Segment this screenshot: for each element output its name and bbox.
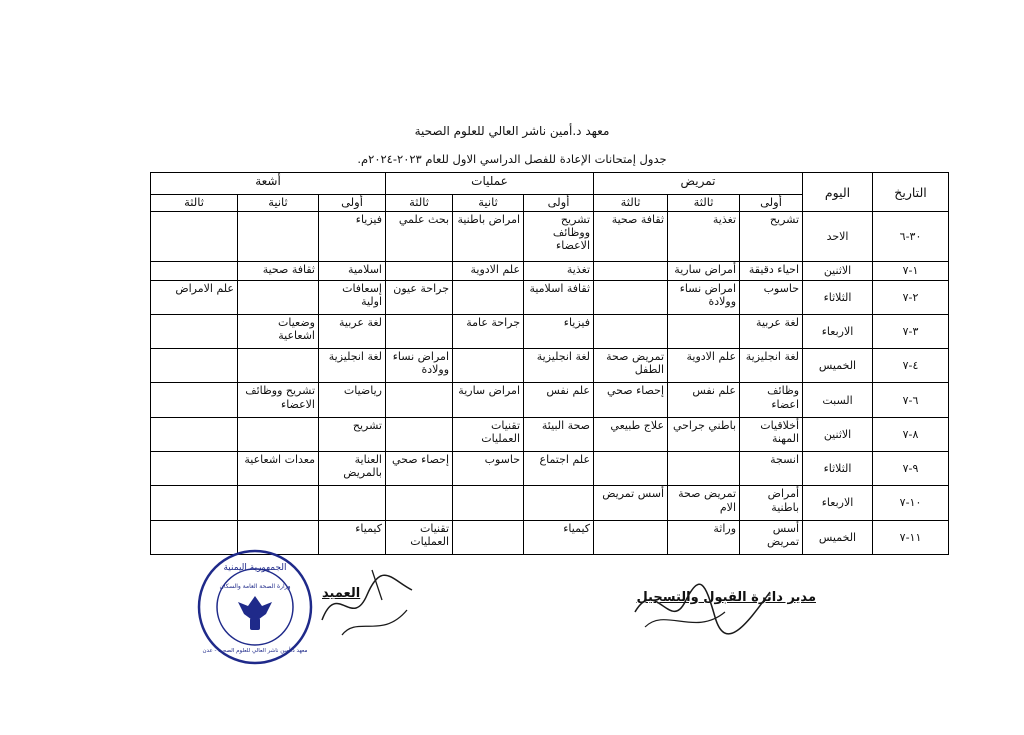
date-cell: ٤-٧	[873, 349, 949, 383]
table-row	[151, 486, 949, 520]
subject-cell: علم الادوية	[453, 261, 524, 280]
subject-cell	[238, 280, 319, 314]
subject-cell	[386, 261, 453, 280]
date-cell: ٩-٧	[873, 452, 949, 486]
table-row	[151, 280, 949, 314]
day-cell: الخميس	[803, 520, 873, 554]
subject-cell: أمراض سارية	[668, 261, 740, 280]
subject-cell: لغة انجليزية	[740, 349, 803, 383]
level-header: أولى	[319, 195, 386, 212]
table-row	[151, 261, 949, 280]
level-header: ثالثة	[386, 195, 453, 212]
day-cell: الثلاثاء	[803, 280, 873, 314]
date-cell: ٢-٧	[873, 280, 949, 314]
day-cell: الاربعاء	[803, 314, 873, 348]
subject-cell: امراض سارية	[453, 383, 524, 417]
date-cell: ٣٠-٦	[873, 212, 949, 262]
group-header-nursing: تمريض	[594, 173, 803, 195]
subject-cell	[151, 417, 238, 451]
registrar-signature	[625, 572, 775, 642]
subject-cell: علم نفس	[524, 383, 594, 417]
subject-cell: فيزياء	[319, 212, 386, 262]
level-header: أولى	[524, 195, 594, 212]
subject-cell	[594, 280, 668, 314]
table-row	[151, 212, 949, 262]
subject-cell: باطني جراحي	[668, 417, 740, 451]
subject-cell: حاسوب	[740, 280, 803, 314]
date-cell: ١١-٧	[873, 520, 949, 554]
date-cell: ٣-٧	[873, 314, 949, 348]
subject-cell	[453, 486, 524, 520]
subject-cell: علم الامراض	[151, 280, 238, 314]
official-stamp	[196, 548, 314, 666]
day-cell: الثلاثاء	[803, 452, 873, 486]
subject-cell	[151, 314, 238, 348]
subject-cell: اسلامية	[319, 261, 386, 280]
subject-cell	[524, 486, 594, 520]
subject-cell: العناية بالمريض	[319, 452, 386, 486]
level-header: ثانية	[453, 195, 524, 212]
subject-cell: كيمياء	[319, 520, 386, 554]
dean-signature	[312, 560, 422, 650]
schedule-title: جدول إمتحانات الإعادة للفصل الدراسي الاول للعام ٢٠٢٣-٢٠٢٤م.	[357, 152, 667, 166]
subject-cell	[594, 261, 668, 280]
subject-cell	[386, 486, 453, 520]
institute-name: معهد د.أمين ناشر العالي للعلوم الصحية	[414, 124, 610, 138]
subject-cell	[151, 452, 238, 486]
day-cell: الاثنين	[803, 261, 873, 280]
subject-cell: أسس تمريض	[594, 486, 668, 520]
subject-cell	[238, 349, 319, 383]
subject-cell: امراض نساء وولادة	[668, 280, 740, 314]
column-header-day: اليوم	[803, 173, 873, 212]
subject-cell	[238, 417, 319, 451]
subject-cell	[453, 520, 524, 554]
registrar-title: مدير دائرة القبول والتسجيل	[636, 590, 816, 605]
subject-cell	[668, 452, 740, 486]
subject-cell: معدات اشعاعية	[238, 452, 319, 486]
subject-cell: تشريح	[319, 417, 386, 451]
subject-cell: وضعيات اشعاعية	[238, 314, 319, 348]
subject-cell: صحة البيئة	[524, 417, 594, 451]
subject-cell	[453, 349, 524, 383]
subject-cell: تغذية	[668, 212, 740, 262]
subject-cell	[151, 212, 238, 262]
subject-cell: إحصاء صحي	[594, 383, 668, 417]
table-row	[151, 349, 949, 383]
dean-title: العميد	[322, 586, 361, 601]
subject-cell	[453, 280, 524, 314]
subject-cell	[594, 314, 668, 348]
subject-cell	[594, 452, 668, 486]
date-cell: ١٠-٧	[873, 486, 949, 520]
subject-cell: امراض نساء وولادة	[386, 349, 453, 383]
subject-cell: امراض باطنية	[453, 212, 524, 262]
subject-cell: إحصاء صحي	[386, 452, 453, 486]
subject-cell	[319, 486, 386, 520]
subject-cell: تقنيات العمليات	[453, 417, 524, 451]
subject-cell: رياضيات	[319, 383, 386, 417]
subject-cell	[238, 212, 319, 262]
subject-cell: كيمياء	[524, 520, 594, 554]
table-row	[151, 383, 949, 417]
subject-cell: علم اجتماع	[524, 452, 594, 486]
subject-cell: جراحة عامة	[453, 314, 524, 348]
table-row	[151, 417, 949, 451]
day-cell: الاثنين	[803, 417, 873, 451]
table-row	[151, 452, 949, 486]
subject-cell: تغذية	[524, 261, 594, 280]
stamp-text-institute: معهد د.أمين ناشر العالي للعلوم الصحية - عدن	[202, 648, 308, 654]
subject-cell: أمراض باطنية	[740, 486, 803, 520]
group-header-radiology: أشعة	[151, 173, 386, 195]
level-header: ثالثة	[594, 195, 668, 212]
subject-cell	[386, 417, 453, 451]
eagle-emblem-icon	[238, 596, 272, 630]
subject-cell: حاسوب	[453, 452, 524, 486]
subject-cell: ثقافة اسلامية	[524, 280, 594, 314]
subject-cell: إسعافات اولية	[319, 280, 386, 314]
exam-schedule-table	[150, 172, 949, 555]
subject-cell: جراحة عيون	[386, 280, 453, 314]
day-cell: الاربعاء	[803, 486, 873, 520]
subject-cell	[151, 383, 238, 417]
subject-cell	[668, 314, 740, 348]
day-cell: السبت	[803, 383, 873, 417]
subject-cell: ثقافة صحية	[238, 261, 319, 280]
date-cell: ١-٧	[873, 261, 949, 280]
subject-cell: علم نفس	[668, 383, 740, 417]
subject-cell: بحث علمي	[386, 212, 453, 262]
subject-cell: وظائف اعضاء	[740, 383, 803, 417]
subject-cell	[386, 383, 453, 417]
day-cell: الاحد	[803, 212, 873, 262]
subject-cell: علاج طبيعي	[594, 417, 668, 451]
group-header-row	[151, 173, 949, 195]
subject-cell: وراثة	[668, 520, 740, 554]
subject-cell: تشريح	[740, 212, 803, 262]
level-header: ثالثة	[668, 195, 740, 212]
date-cell: ٦-٧	[873, 383, 949, 417]
subject-cell	[238, 486, 319, 520]
subject-cell: احياء دقيقة	[740, 261, 803, 280]
subject-cell: لغة انجليزية	[524, 349, 594, 383]
subject-cell: تشريح ووظائف الاعضاء	[524, 212, 594, 262]
subject-cell: لغة انجليزية	[319, 349, 386, 383]
level-header: أولى	[740, 195, 803, 212]
subject-cell: فيزياء	[524, 314, 594, 348]
subject-cell: لغة عربية	[740, 314, 803, 348]
subject-cell: تقنيات العمليات	[386, 520, 453, 554]
day-cell: الخميس	[803, 349, 873, 383]
subject-cell	[386, 314, 453, 348]
subject-cell: تمريض صحة الام	[668, 486, 740, 520]
subject-cell: ثقافة صحية	[594, 212, 668, 262]
table-row	[151, 314, 949, 348]
column-header-date: التاريخ	[873, 173, 949, 212]
subject-cell: انسجة	[740, 452, 803, 486]
group-header-operations: عمليات	[386, 173, 594, 195]
stamp-text-ministry: وزارة الصحة العامة والسكان	[219, 583, 291, 590]
subject-cell: أخلاقيات المهنة	[740, 417, 803, 451]
subject-cell	[151, 261, 238, 280]
subject-cell: أسس تمريض	[740, 520, 803, 554]
date-cell: ٨-٧	[873, 417, 949, 451]
subject-cell	[151, 349, 238, 383]
subject-cell	[594, 520, 668, 554]
subject-cell: تمريض صحة الطفل	[594, 349, 668, 383]
subject-cell: علم الادوية	[668, 349, 740, 383]
stamp-text-top: الجمهورية اليمنية	[223, 563, 287, 573]
subject-cell: لغة عربية	[319, 314, 386, 348]
subject-cell	[151, 486, 238, 520]
subject-cell: تشريح ووظائف الاعضاء	[238, 383, 319, 417]
level-header: ثانية	[238, 195, 319, 212]
level-header: ثالثة	[151, 195, 238, 212]
